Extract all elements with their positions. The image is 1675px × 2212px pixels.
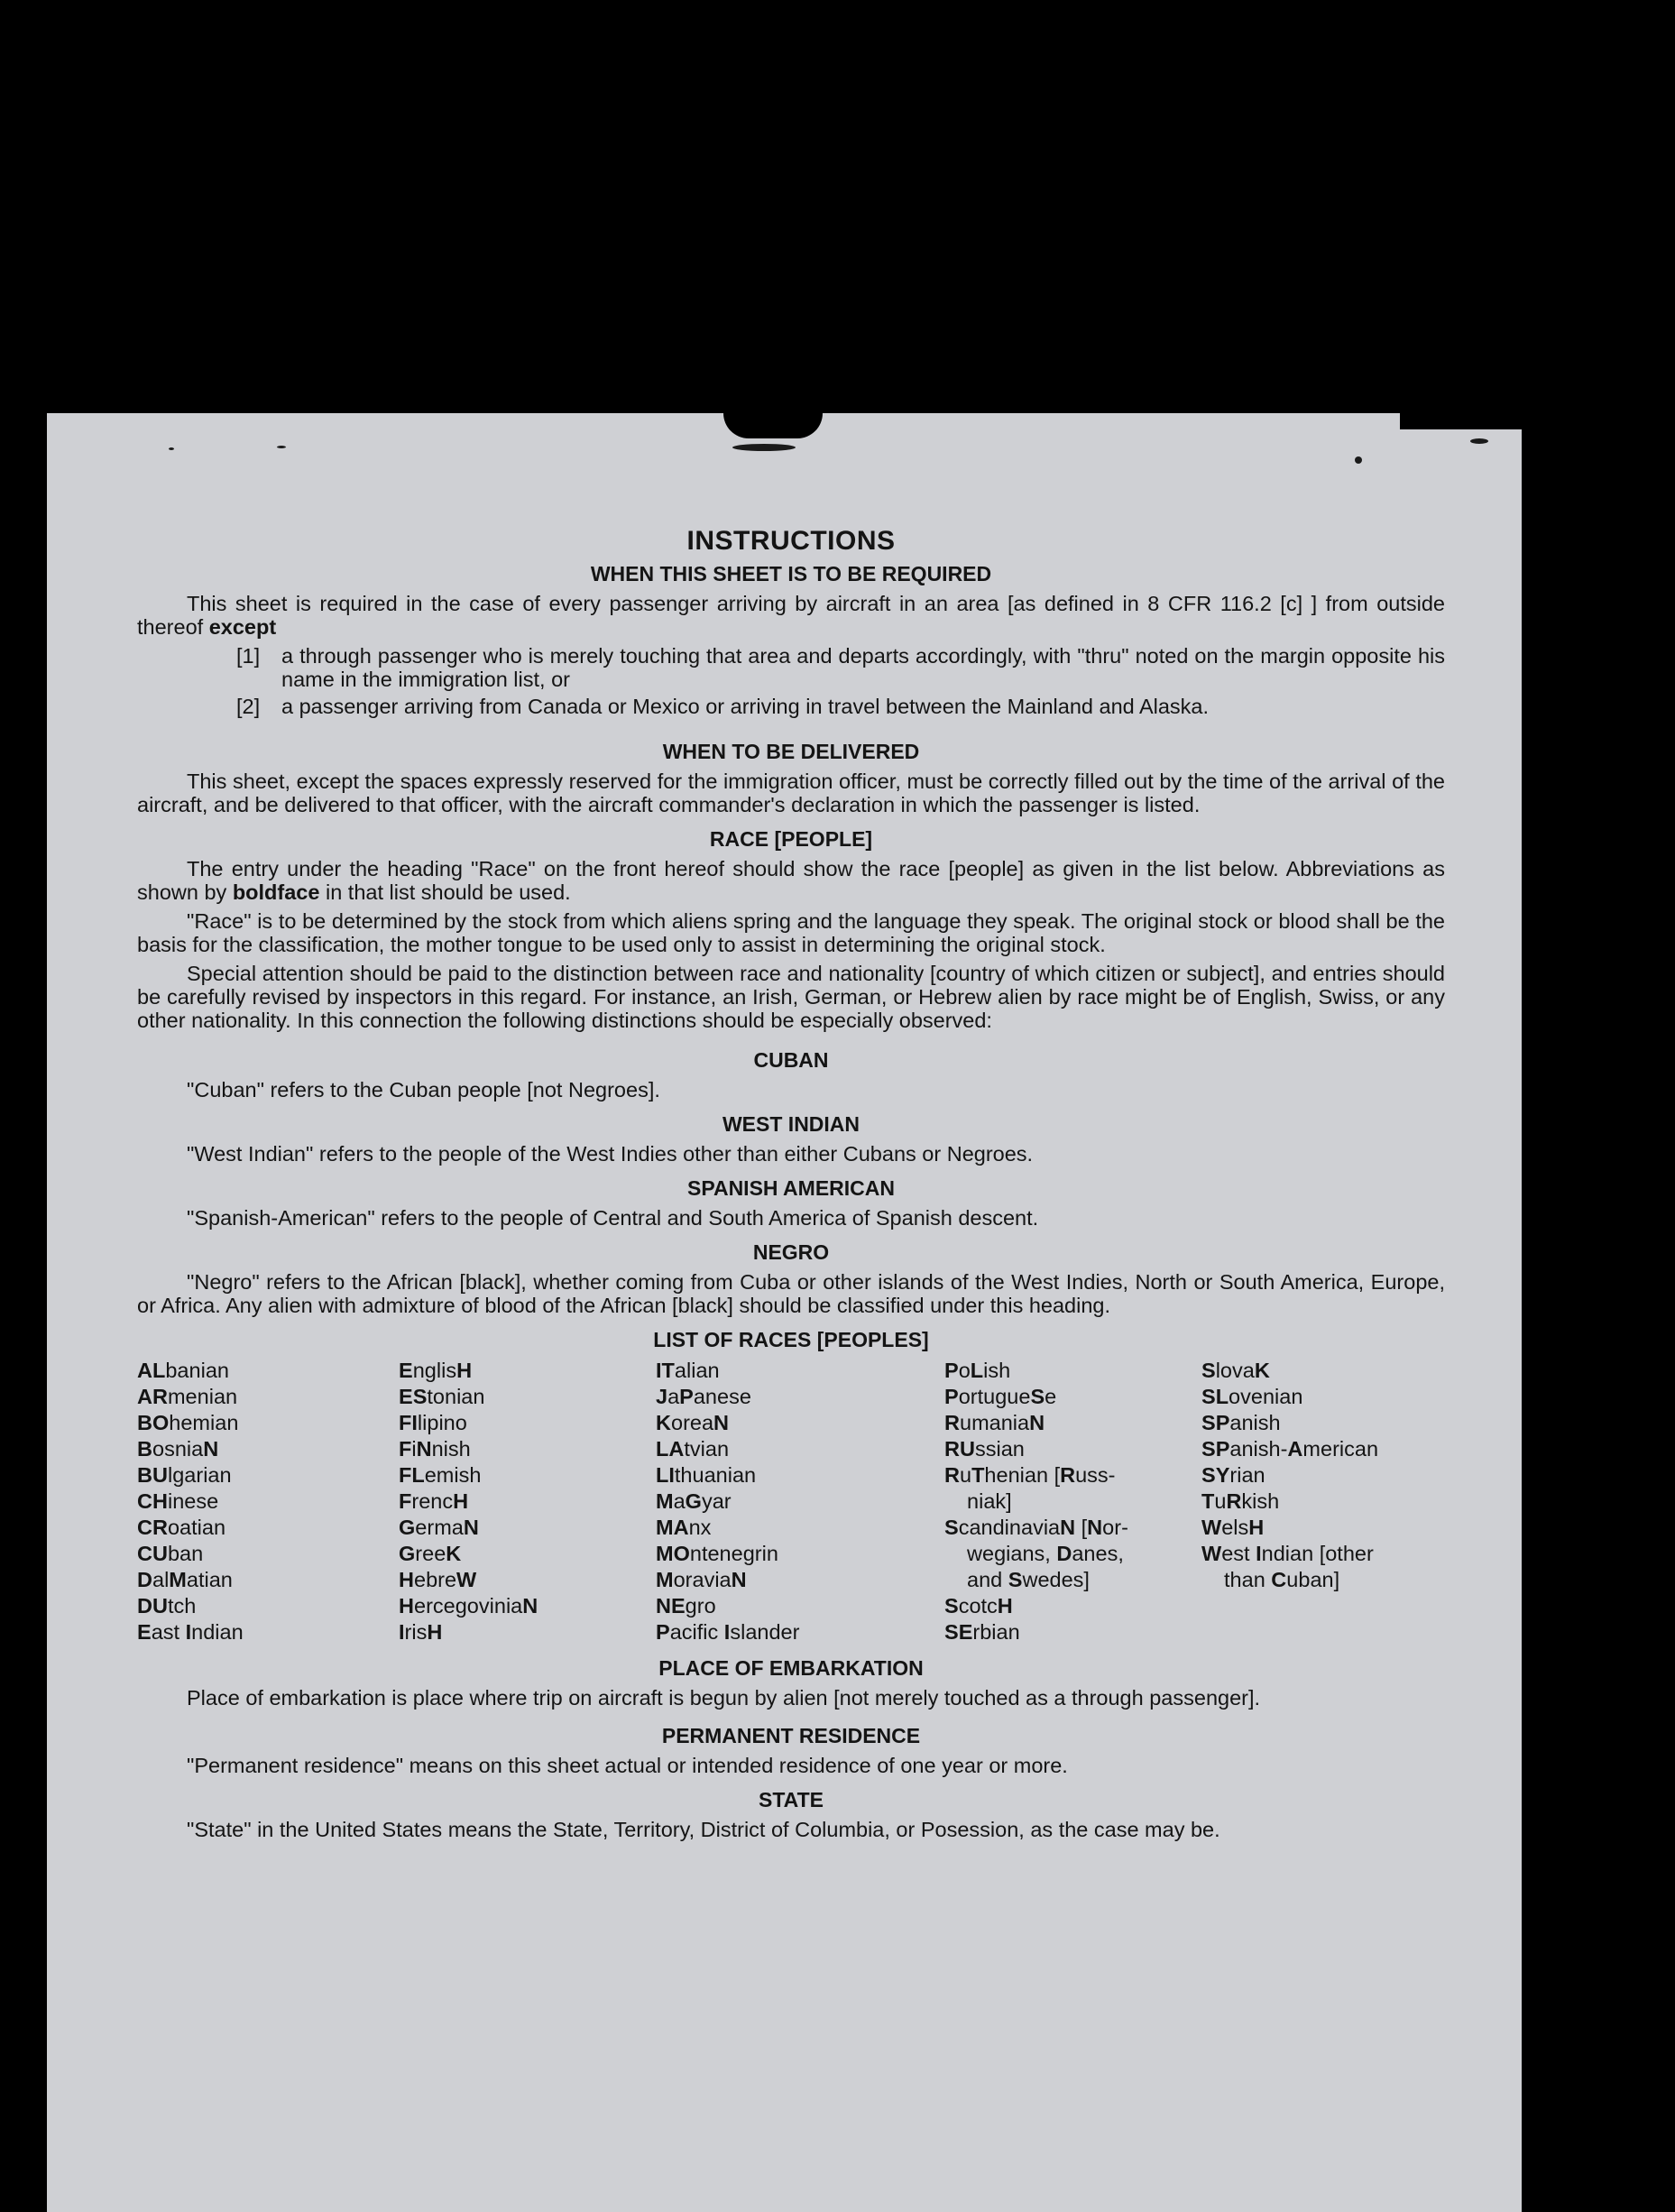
race-entry: NEgro	[656, 1594, 716, 1618]
race-entry: DUtch	[137, 1594, 197, 1618]
race-entry: PoLish	[944, 1359, 1011, 1382]
torn-edge	[723, 413, 823, 438]
residence-definition: "Permanent residence" means on this sheet actual or intended residence of one year or more.	[187, 1754, 1068, 1777]
delivered-paragraph: This sheet, except the spaces expressly reserved for the immigration officer, must be correctly filled out by the time of the arrival of the aircraft, and be delivered to that officer, with the aircraft commander's declaration in which the passenger is listed.	[137, 770, 1445, 816]
section-heading-west-indian: WEST INDIAN	[722, 1112, 861, 1136]
exception-number: [2]	[236, 695, 261, 718]
races-column	[1201, 1358, 1445, 1645]
ink-speck	[732, 444, 796, 451]
section-heading-cuban: CUBAN	[753, 1048, 829, 1072]
race-paragraph: Special attention should be paid to the distinction between race and nationality [country of which citizen or subject], and entries should be carefully revised by inspectors in this regard. For instance, an Irish, German, or Hebrew alien by race might be of English, Swiss, or any other nationality. In this connection the following distinctions should be especially observed:	[137, 962, 1445, 1032]
exception-text: a passenger arriving from Canada or Mexico or arriving in travel between the Mainland and Alaska.	[281, 695, 1210, 718]
race-entry-continued: wegians, Danes,	[967, 1542, 1124, 1565]
races-column	[399, 1358, 656, 1645]
race-entry: BUlgarian	[137, 1463, 232, 1487]
race-entry: CRoatian	[137, 1516, 226, 1539]
required-intro-text: This sheet is required in the case of every passenger arriving by aircraft in an area [as defined in 8 CFR 116.2 [c] ] from outside thereof	[137, 592, 1445, 639]
race-text: The entry under the heading "Race" on the front hereof should show the race [people] as given in the list below. Abbreviations as shown by	[137, 857, 1445, 904]
race-entry: PortugueSe	[944, 1385, 1057, 1408]
race-entry: FiNnish	[399, 1437, 471, 1461]
section-heading-negro: NEGRO	[752, 1240, 830, 1264]
race-entry: RumaniaN	[944, 1411, 1045, 1434]
required-intro	[137, 592, 1445, 639]
race-entry: GreeK	[399, 1542, 462, 1565]
cuban-definition: "Cuban" refers to the Cuban people [not Negroes].	[187, 1078, 660, 1101]
ink-speck	[1355, 456, 1362, 464]
race-entry: HercegoviniaN	[399, 1594, 538, 1618]
race-entry: FIlipino	[399, 1411, 467, 1434]
race-entry: JaPanese	[656, 1385, 751, 1408]
instructions-body	[137, 526, 1445, 1847]
negro-definition: "Negro" refers to the African [black], whether coming from Cuba or other islands of the West Indies, North or South America, Europe, or Africa. Any alien with admixture of blood of the African [black] should be classified under this heading.	[137, 1270, 1445, 1317]
section-heading-races-list: LIST OF RACES [PEOPLES]	[653, 1328, 929, 1351]
race-entry: CHinese	[137, 1489, 219, 1513]
spanish-american-definition: "Spanish-American" refers to the people of Central and South America of Spanish descent.	[187, 1206, 1039, 1230]
race-entry: DalMatian	[137, 1568, 233, 1591]
torn-edge	[1400, 413, 1522, 429]
race-entry-continued: and Swedes]	[967, 1568, 1090, 1591]
race-entry: SlovaK	[1201, 1359, 1270, 1382]
race-entry: SLovenian	[1201, 1385, 1303, 1408]
race-entry: SPanish	[1201, 1411, 1281, 1434]
race-entry: ScotcH	[944, 1594, 1013, 1618]
race-entry: KoreaN	[656, 1411, 730, 1434]
race-entry: HebreW	[399, 1568, 477, 1591]
race-paragraph: "Race" is to be determined by the stock from which aliens spring and the language they speak. The original stock or blood shall be the basis for the classification, the mother tongue to be used only to assist in determining the original stock.	[137, 909, 1445, 956]
race-entry: TuRkish	[1201, 1489, 1280, 1513]
section-heading-residence: PERMANENT RESIDENCE	[661, 1724, 921, 1747]
race-entry: ScandinaviaN [Nor-	[944, 1516, 1128, 1539]
required-intro-except: except	[208, 615, 277, 639]
race-entry: EStonian	[399, 1385, 485, 1408]
exception-item	[236, 644, 1445, 691]
race-entry: RUssian	[944, 1437, 1025, 1461]
races-list	[137, 1358, 1445, 1645]
section-heading-state: STATE	[759, 1788, 824, 1811]
race-entry: FrencH	[399, 1489, 469, 1513]
race-entry: ALbanian	[137, 1359, 229, 1382]
section-heading-race: RACE [PEOPLE]	[709, 827, 873, 851]
race-entry: SErbian	[944, 1620, 1020, 1644]
exception-number: [1]	[236, 644, 261, 668]
race-entry: BosniaN	[137, 1437, 219, 1461]
race-entry: SPanish-American	[1201, 1437, 1379, 1461]
race-entry-continued: niak]	[967, 1489, 1012, 1513]
race-entry: ARmenian	[137, 1385, 238, 1408]
race-entry: CUban	[137, 1542, 204, 1565]
race-entry: IrisH	[399, 1620, 443, 1644]
race-entry: RuThenian [Russ-	[944, 1463, 1116, 1487]
document-page	[47, 413, 1522, 2212]
races-column	[656, 1358, 944, 1645]
embarkation-definition: Place of embarkation is place where trip on aircraft is begun by alien [not merely touched as a through passenger].	[187, 1686, 1261, 1710]
ink-speck	[169, 447, 174, 450]
exception-text: a through passenger who is merely touching that area and departs accordingly, with "thru" noted on the margin opposite his name in the immigration list, or	[281, 644, 1445, 691]
race-entry: MaGyar	[656, 1489, 732, 1513]
section-heading-required: WHEN THIS SHEET IS TO BE REQUIRED	[590, 562, 992, 585]
section-heading-spanish-american: SPANISH AMERICAN	[686, 1176, 895, 1200]
ink-speck	[277, 446, 286, 448]
race-paragraph	[137, 857, 1445, 904]
west-indian-definition: "West Indian" refers to the people of the West Indies other than either Cubans or Negroes.	[187, 1142, 1034, 1166]
race-text: in that list should be used.	[325, 880, 571, 904]
race-entry: WelsH	[1201, 1516, 1265, 1539]
page-title: INSTRUCTIONS	[686, 526, 896, 556]
race-entry: LAtvian	[656, 1437, 730, 1461]
race-entry: SYrian	[1201, 1463, 1265, 1487]
races-column	[137, 1358, 399, 1645]
race-entry: EnglisH	[399, 1359, 473, 1382]
race-entry: MoraviaN	[656, 1568, 747, 1591]
section-heading-delivered: WHEN TO BE DELIVERED	[662, 740, 920, 763]
race-entry: ITalian	[656, 1359, 720, 1382]
race-boldface: boldface	[232, 880, 320, 904]
race-entry: East Indian	[137, 1620, 244, 1644]
race-entry: LIthuanian	[656, 1463, 757, 1487]
ink-speck	[1470, 438, 1488, 444]
state-definition: "State" in the United States means the State, Territory, District of Columbia, or Posession, as the case may be.	[187, 1818, 1220, 1841]
race-entry: BOhemian	[137, 1411, 239, 1434]
race-entry: MAnx	[656, 1516, 712, 1539]
section-heading-embarkation: PLACE OF EMBARKATION	[658, 1656, 924, 1680]
race-entry: West Indian [other	[1201, 1542, 1374, 1565]
race-entry: MOntenegrin	[656, 1542, 778, 1565]
race-entry: GermaN	[399, 1516, 479, 1539]
exception-item	[236, 695, 1445, 718]
race-entry-continued: than Cuban]	[1224, 1568, 1340, 1591]
race-entry: Pacific Islander	[656, 1620, 800, 1644]
races-column	[944, 1358, 1201, 1645]
race-entry: FLemish	[399, 1463, 482, 1487]
